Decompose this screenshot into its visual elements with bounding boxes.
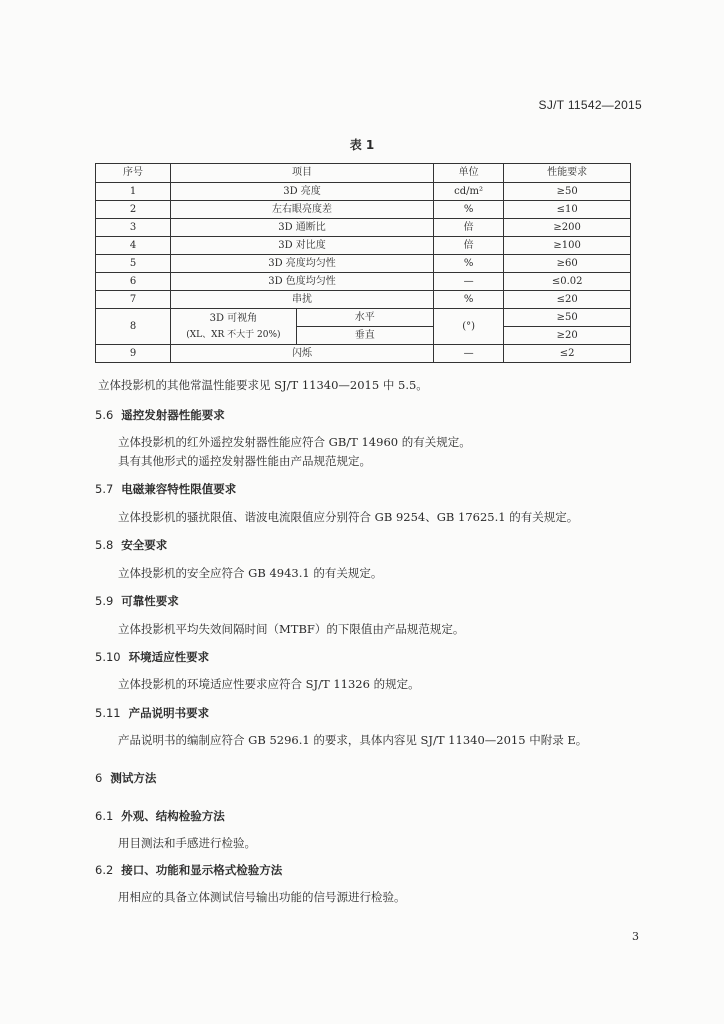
viewing-angle-condition: (XL、XR 不大于 20%) (186, 329, 281, 340)
section-number: 5.9 (95, 594, 114, 608)
table-row (96, 273, 631, 291)
cell-requirement: ≥20 (504, 327, 631, 345)
page-number: 3 (632, 930, 639, 943)
table-note: 立体投影机的其他常温性能要求见 SJ/T 11340—2015 中 5.5。 (98, 378, 428, 392)
cell-requirement: ≤10 (504, 201, 631, 219)
table-row (96, 345, 631, 363)
section-6-2-heading (95, 862, 282, 878)
cell-unit: cd/m² (433, 183, 503, 201)
cell-no: 2 (96, 201, 171, 219)
table-row (96, 201, 631, 219)
section-6-2-paragraph: 用相应的具备立体测试信号输出功能的信号源进行检验。 (118, 890, 406, 904)
section-5-8-heading (95, 537, 167, 553)
cell-unit: 倍 (433, 237, 503, 255)
cell-requirement: ≥50 (504, 309, 631, 327)
section-number: 5.6 (95, 408, 114, 422)
cell-requirement: ≥60 (504, 255, 631, 273)
cell-no: 9 (96, 345, 171, 363)
cell-unit: % (433, 291, 503, 309)
section-title: 接口、功能和显示格式检验方法 (121, 863, 283, 877)
cell-unit: (°) (433, 309, 503, 345)
section-title: 遥控发射器性能要求 (121, 408, 225, 422)
cell-unit: % (433, 201, 503, 219)
section-number: 5.7 (95, 482, 114, 496)
table-title: 表 1 (349, 138, 375, 152)
col-header-unit: 单位 (433, 164, 503, 183)
cell-item: 3D 亮度均匀性 (171, 255, 434, 273)
table-row (96, 291, 631, 309)
section-number: 6.1 (95, 809, 114, 823)
section-5-11-heading (95, 705, 209, 721)
section-5-11-paragraph: 产品说明书的编制应符合 GB 5296.1 的要求，具体内容见 SJ/T 11340—2015 中附录 E。 (118, 733, 588, 747)
section-5-6-paragraph-2: 具有其他形式的遥控发射器性能由产品规范规定。 (118, 454, 371, 468)
section-number: 5.8 (95, 538, 114, 552)
cell-no: 5 (96, 255, 171, 273)
col-header-no: 序号 (96, 164, 171, 183)
cell-item: 闪烁 (171, 345, 434, 363)
section-number: 6.2 (95, 863, 114, 877)
col-header-item: 项目 (171, 164, 434, 183)
cell-item (171, 309, 297, 345)
cell-unit: % (433, 255, 503, 273)
viewing-angle-label: 3D 可视角 (209, 312, 258, 324)
cell-requirement: ≥200 (504, 219, 631, 237)
section-6-1-heading (95, 808, 225, 824)
performance-table (95, 163, 631, 363)
cell-no: 8 (96, 309, 171, 345)
table-row (96, 183, 631, 201)
cell-item: 3D 通断比 (171, 219, 434, 237)
section-number: 6 (95, 771, 103, 785)
cell-requirement: ≤0.02 (504, 273, 631, 291)
cell-requirement: ≥100 (504, 237, 631, 255)
section-5-8-paragraph: 立体投影机的安全应符合 GB 4943.1 的有关规定。 (118, 566, 383, 580)
section-6-1-paragraph: 用目测法和手感进行检验。 (118, 836, 256, 850)
cell-unit: — (433, 345, 503, 363)
cell-subitem-horizontal: 水平 (296, 309, 433, 327)
table-row (96, 237, 631, 255)
section-5-7-heading (95, 481, 236, 497)
cell-item: 左右眼亮度差 (171, 201, 434, 219)
section-title: 测试方法 (110, 771, 157, 785)
cell-requirement: ≥50 (504, 183, 631, 201)
cell-unit: — (433, 273, 503, 291)
cell-no: 4 (96, 237, 171, 255)
section-number: 5.10 (95, 650, 121, 664)
section-title: 可靠性要求 (121, 594, 179, 608)
cell-item: 3D 色度均匀性 (171, 273, 434, 291)
cell-no: 7 (96, 291, 171, 309)
cell-subitem-vertical: 垂直 (296, 327, 433, 345)
section-title: 电磁兼容特性限值要求 (121, 482, 237, 496)
col-header-requirement: 性能要求 (504, 164, 631, 183)
table-row (96, 255, 631, 273)
cell-no: 1 (96, 183, 171, 201)
section-5-9-paragraph: 立体投影机平均失效间隔时间（MTBF）的下限值由产品规范规定。 (118, 622, 465, 636)
cell-requirement: ≤2 (504, 345, 631, 363)
standard-number: SJ/T 11542—2015 (538, 98, 642, 112)
section-title: 产品说明书要求 (128, 706, 210, 720)
section-5-6-paragraph-1: 立体投影机的红外遥控发射器性能应符合 GB/T 14960 的有关规定。 (118, 435, 471, 449)
section-6-heading (95, 770, 156, 786)
cell-item: 串扰 (171, 291, 434, 309)
section-number: 5.11 (95, 706, 121, 720)
section-title: 外观、结构检验方法 (121, 809, 225, 823)
section-5-9-heading (95, 593, 179, 609)
section-5-7-paragraph: 立体投影机的骚扰限值、谐波电流限值应分别符合 GB 9254、GB 17625.1 的有关规定。 (118, 510, 579, 524)
cell-requirement: ≤20 (504, 291, 631, 309)
cell-item: 3D 对比度 (171, 237, 434, 255)
cell-no: 6 (96, 273, 171, 291)
cell-unit: 倍 (433, 219, 503, 237)
table-header-row (96, 164, 631, 183)
section-title: 安全要求 (121, 538, 168, 552)
section-title: 环境适应性要求 (128, 650, 210, 664)
table-row (96, 219, 631, 237)
section-5-10-paragraph: 立体投影机的环境适应性要求应符合 SJ/T 11326 的规定。 (118, 677, 420, 691)
cell-item: 3D 亮度 (171, 183, 434, 201)
section-5-6-heading (95, 407, 225, 423)
section-5-10-heading (95, 649, 209, 665)
table-row (96, 309, 631, 327)
cell-no: 3 (96, 219, 171, 237)
